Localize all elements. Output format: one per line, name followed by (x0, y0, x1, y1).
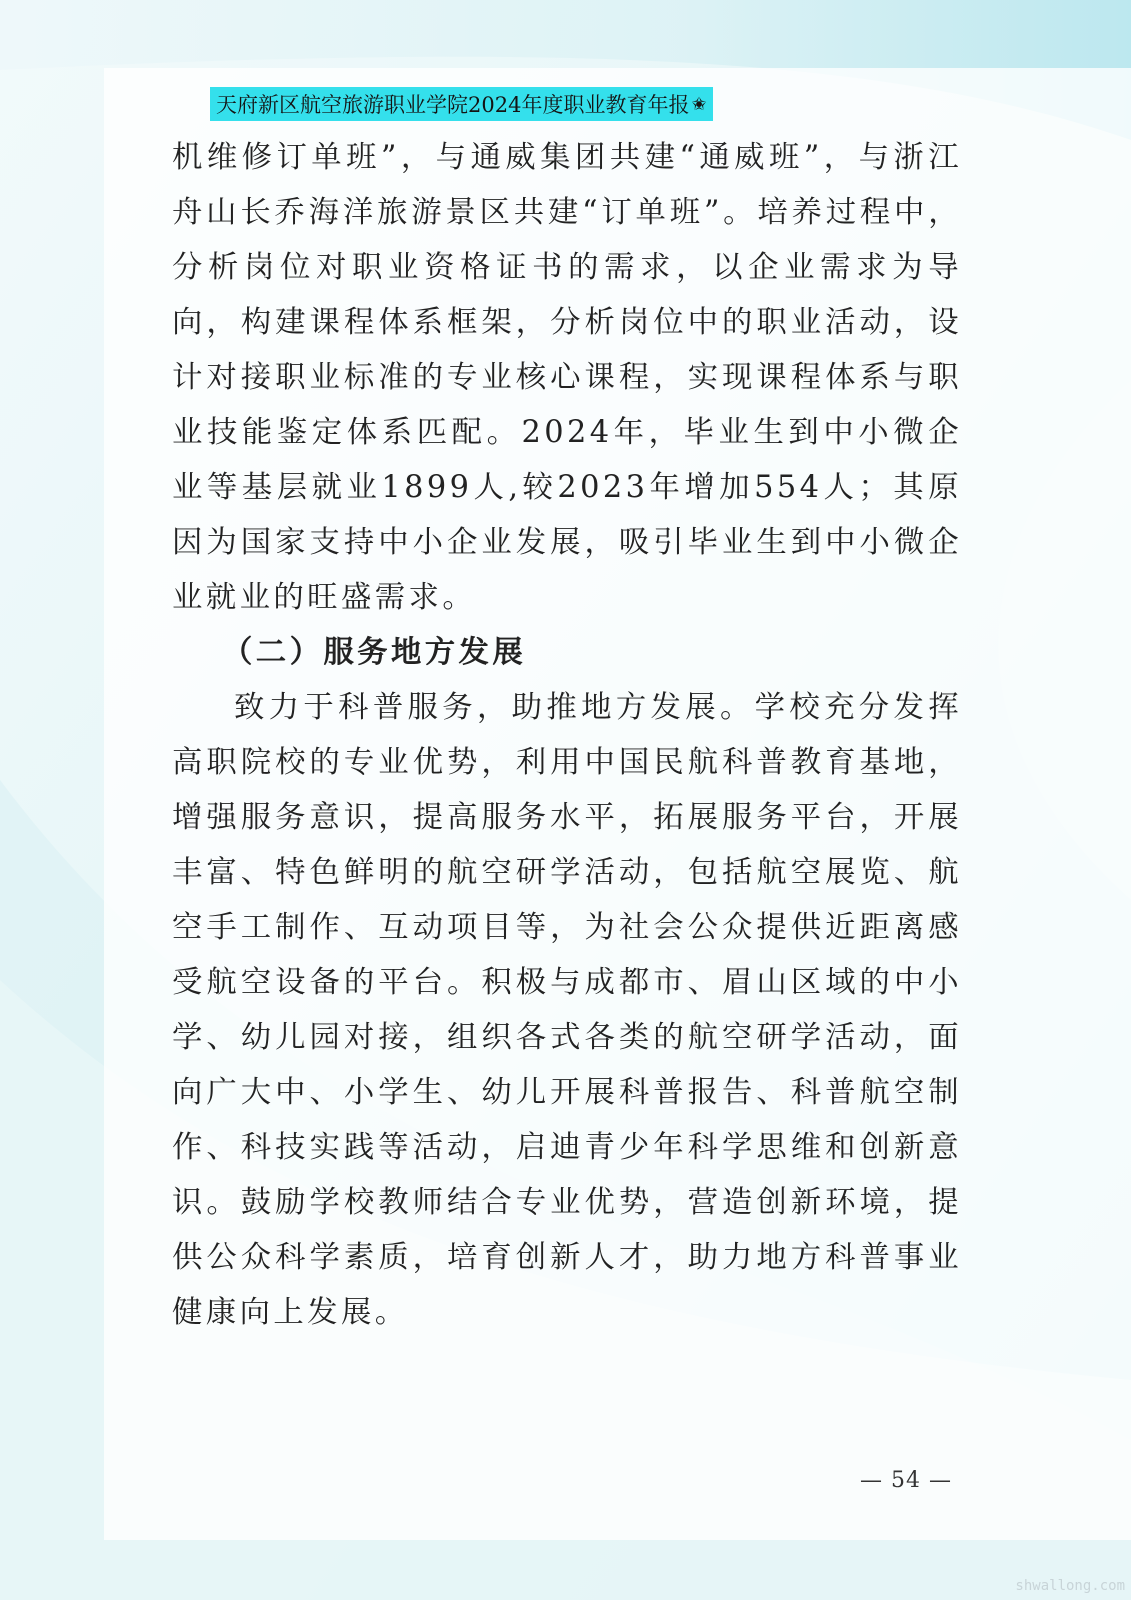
watermark-text: shwallong.com (1015, 1578, 1125, 1594)
report-header-title: 天府新区航空旅游职业学院2024年度职业教育年报 (216, 93, 690, 117)
page-number: — 54 — (860, 1468, 952, 1493)
body-paragraph: 致力于科普服务，助推地方发展。学校充分发挥高职院校的专业优势，利用中国民航科普教育基地，增强服务意识，提高服务水平，拓展服务平台，开展丰富、特色鲜明的航空研学活动，包括航空展览、航空手工制作、互动项目等，为社会公众提供近距离感受航空设备的平台。积极与成都市、眉山区域的中小学、幼儿园对接，组织各式各类的航空研学活动，面向广大中、小学生、幼儿开展科普报告、科普航空制作、科技实践等活动，启迪青少年科学思维和创新意识。鼓励学校教师结合专业优势，营造创新环境，提供公众科学素质，培育创新人才，助力地方科普事业健康向上发展。 (172, 690, 962, 1330)
body-paragraph: 机维修订单班”，与通威集团共建“通威班”，与浙江舟山长乔海洋旅游景区共建“订单班”。培养过程中，分析岗位对职业资格证书的需求，以企业需求为导向，构建课程体系框架，分析岗位中的职业活动，设计对接职业标准的专业核心课程，实现课程体系与职业技能鉴定体系匹配。2024年，毕业生到中小微企业等基层就业1899人,较2023年增加554人；其原因为国家支持中小企业发展，吸引毕业生到中小微企业就业的旺盛需求。 (172, 140, 962, 615)
document-body (172, 130, 962, 1340)
star-icon: ✬ (691, 93, 707, 115)
report-header-banner (210, 87, 713, 121)
section-heading: （二）服务地方发展 (222, 634, 527, 670)
